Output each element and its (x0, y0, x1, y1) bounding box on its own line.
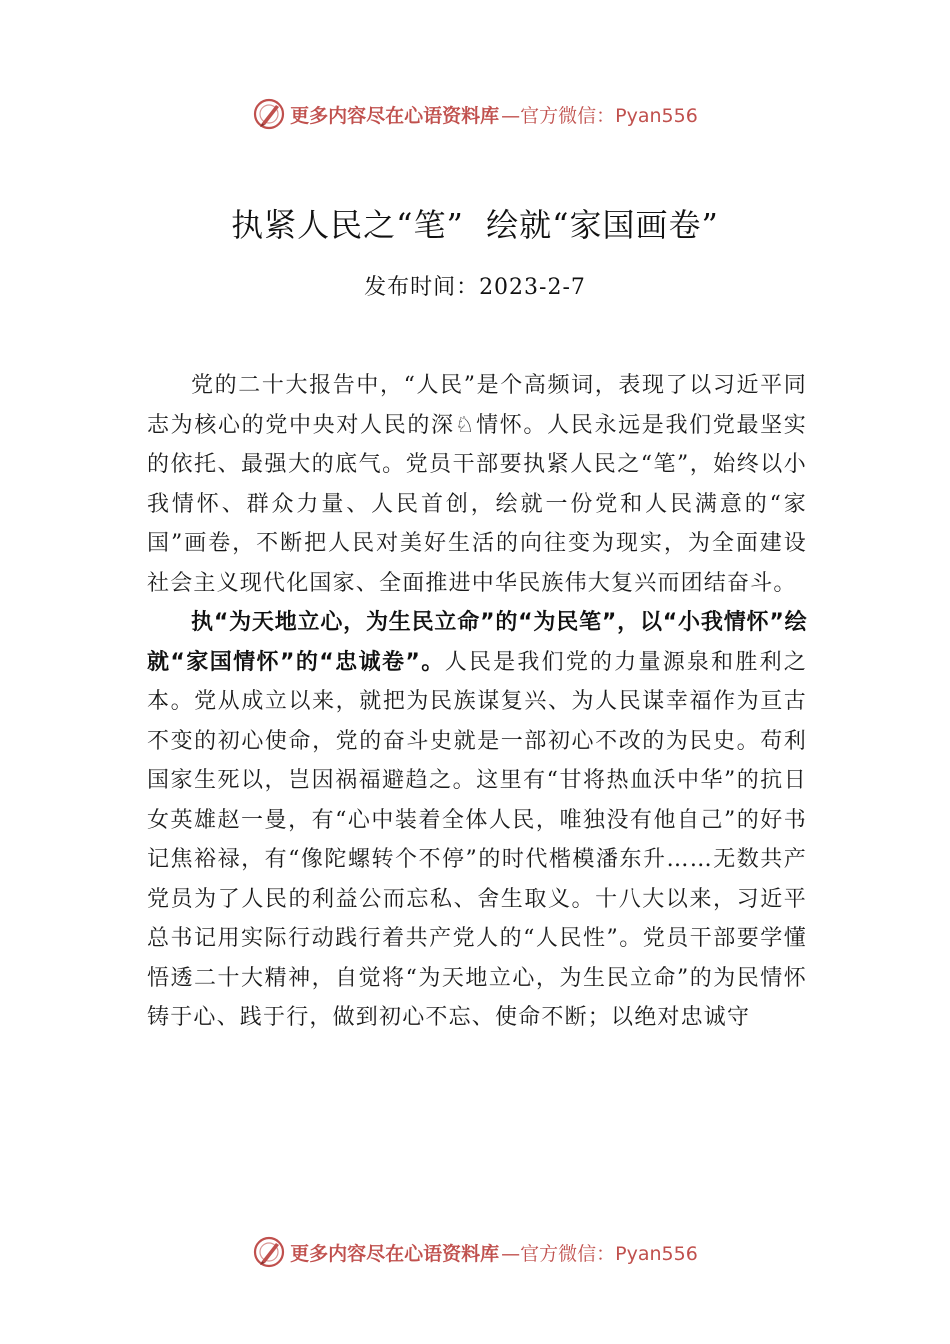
brush-logo-icon (252, 1235, 286, 1269)
banner-main-text: 更多内容尽在心语资料库 (290, 1242, 500, 1265)
banner-wechat-text: —官方微信：Pyan556 (501, 104, 698, 127)
banner-wechat-text: —官方微信：Pyan556 (501, 1242, 698, 1265)
banner-main-text: 更多内容尽在心语资料库 (290, 104, 500, 127)
publish-date: 发布时间：2023-2-7 (364, 275, 586, 300)
paragraph-1: 党的二十大报告中，“人民”是个高频词，表现了以习近平同志为核心的党中央对人民的深♘情怀。人民永远是我们党最坚实的依托、最强大的底气。党员干部要执紧人民之“笔”，始终以小我情怀、群众力量、人民首创，绘就一份党和人民满意的“家国”画卷，不断把人民对美好生活的向往变为现实，为全面建设社会主义现代化国家、全面推进中华民族伟大复兴而团结奋斗。 (147, 373, 807, 596)
paragraph-2-body: 人民是我们党的力量源泉和胜利之本。党从成立以来，就把为民族谋复兴、为人民谋幸福作为亘古不变的初心使命，党的奋斗史就是一部初心不改的为民史。苟利国家生死以，岂因祸福避趋之。这里有“甘将热血沃中华”的抗日女英雄赵一曼，有“心中装着全体人民，唯独没有他自己”的好书记焦裕禄，有“像陀螺转个不停”的时代楷模潘东升……无数共产党员为了人民的利益公而忘私、舍生取义。十八大以来，习近平总书记用实际行动践行着共产党人的“人民性”。党员干部要学懂悟透二十大精神，自觉将“为天地立心，为生民立命”的为民情怀铸于心、践于行，做到初心不忘、使命不断；以绝对忠诚守 (147, 649, 807, 1030)
article-body (147, 366, 807, 1038)
brush-logo-icon (252, 97, 286, 131)
paragraph-2 (147, 603, 807, 1038)
article-title: 执紧人民之“笔” 绘就“家国画卷” (231, 206, 719, 244)
header-banner (0, 94, 950, 134)
footer-banner (0, 1232, 950, 1272)
paragraph-2-lead: 执“为天地立心，为生民立命”的“为民笔”，以“小我情怀”绘就“家国情怀”的“忠诚卷”。 (147, 610, 807, 675)
